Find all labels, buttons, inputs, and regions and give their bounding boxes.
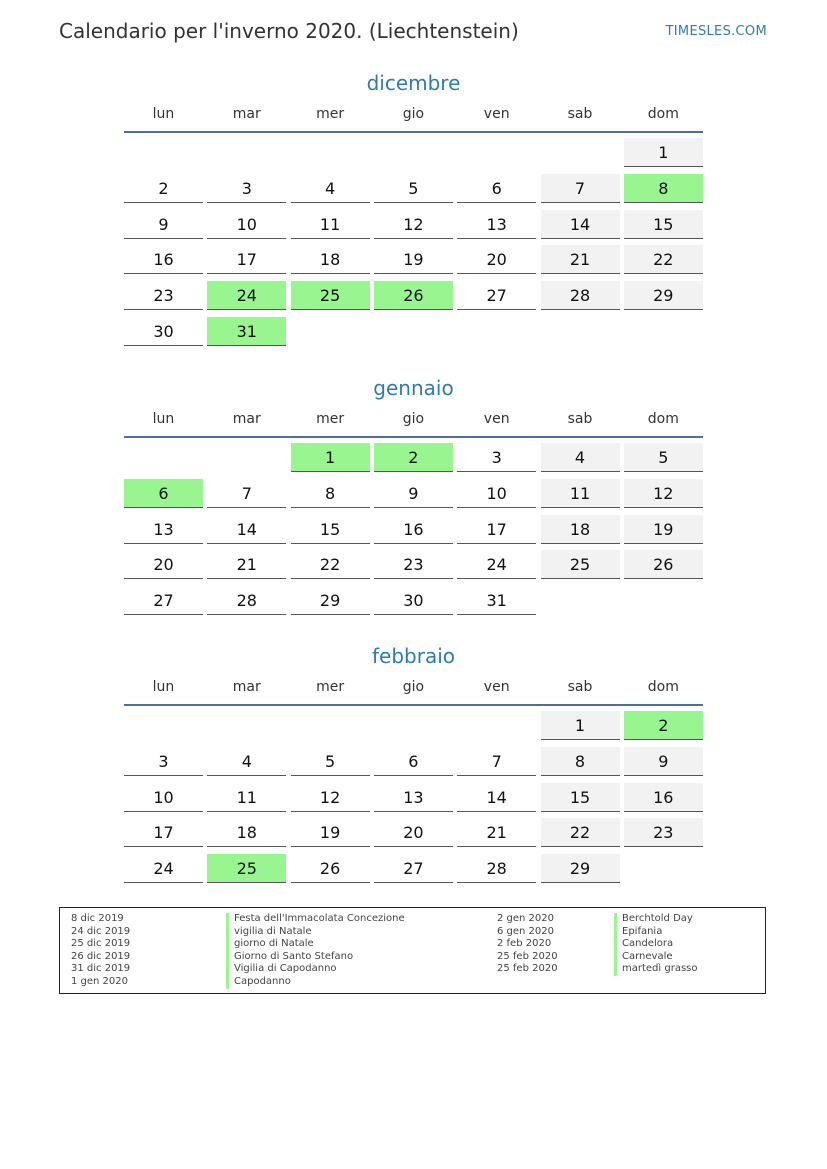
page-title: Calendario per l'inverno 2020. (Liechtenstein) [59,19,519,43]
day-cell: 31 [207,317,286,346]
weekday-label: mar [232,679,261,695]
day-cell: 20 [457,245,536,274]
day-cell: 13 [457,210,536,239]
holiday-legend [59,907,766,994]
weekday-label: gio [402,679,425,695]
weekday-label: dom [647,679,679,695]
day-cell: 17 [457,515,536,544]
day-cell: 9 [624,747,703,776]
day-cell: 8 [541,747,620,776]
day-cell: 2 [374,443,453,472]
legend-date: 25 dic 2019 [71,938,131,950]
day-cell: 4 [541,443,620,472]
weekday-label: dom [647,106,679,122]
day-cell: 1 [291,443,370,472]
day-cell: 19 [291,818,370,847]
day-cell: 15 [624,210,703,239]
weekday-label: sab [567,106,593,122]
day-cell: 21 [457,818,536,847]
day-cell: 4 [291,174,370,203]
day-cell: 10 [124,783,203,812]
weekday-label: mar [232,411,261,427]
day-cell: 19 [624,515,703,544]
day-cell: 5 [624,443,703,472]
day-cell: 13 [124,515,203,544]
day-cell: 29 [541,854,620,883]
legend-date: 6 gen 2020 [497,925,555,937]
month-title: gennaio [373,376,454,400]
day-cell: 12 [374,210,453,239]
day-cell: 31 [457,586,536,615]
weekday-header [124,411,703,438]
legend-date: 31 dic 2019 [71,963,131,975]
day-cell: 16 [124,245,203,274]
weekday-label: ven [483,411,510,427]
day-cell: 5 [291,747,370,776]
day-cell: 15 [541,783,620,812]
day-cell: 28 [207,586,286,615]
day-cell: 28 [457,854,536,883]
day-cell: 20 [374,818,453,847]
month-february [124,643,703,879]
legend-holiday-name: Epifania [614,926,697,939]
day-cell: 27 [457,281,536,310]
day-cell: 3 [457,443,536,472]
month-title: dicembre [366,71,461,95]
weekday-label: gio [402,411,425,427]
day-cell: 21 [541,245,620,274]
day-cell: 8 [624,174,703,203]
legend-date: 25 feb 2020 [497,963,558,975]
weekday-header [124,679,703,706]
day-cell: 14 [457,783,536,812]
legend-holiday-name: Giorno di Santo Stefano [226,951,405,964]
weekday-label: ven [483,106,510,122]
month-january [124,375,703,611]
day-cell: 10 [207,210,286,239]
weekday-label: gio [402,106,425,122]
day-cell: 29 [291,586,370,615]
day-cell: 15 [291,515,370,544]
weekday-label: dom [647,411,679,427]
legend-holiday-name: Capodanno [226,976,405,989]
day-cell: 7 [207,479,286,508]
day-cell: 6 [124,479,203,508]
day-cell: 16 [374,515,453,544]
day-cell: 25 [541,550,620,579]
weekday-label: sab [567,679,593,695]
brand-link[interactable]: TIMESLES.COM [665,24,767,39]
day-cell: 21 [207,550,286,579]
day-cell: 2 [624,711,703,740]
day-cell: 3 [124,747,203,776]
day-cell: 12 [291,783,370,812]
day-cell: 29 [624,281,703,310]
day-cell: 9 [374,479,453,508]
day-cell: 20 [124,550,203,579]
legend-holiday-name: Vigilia di Capodanno [226,963,405,976]
day-cell: 26 [374,281,453,310]
day-cell: 2 [124,174,203,203]
day-cell: 23 [374,550,453,579]
legend-date: 2 feb 2020 [497,938,552,950]
day-cell: 9 [124,210,203,239]
day-cell: 27 [124,586,203,615]
weekday-label: lun [152,106,175,122]
day-cell: 24 [457,550,536,579]
day-cell: 25 [207,854,286,883]
month-title: febbraio [371,644,455,668]
day-cell: 3 [207,174,286,203]
day-cell: 22 [624,245,703,274]
weekday-label: mar [232,106,261,122]
weekday-label: lun [152,411,175,427]
day-cell: 18 [291,245,370,274]
legend-holiday-name: Festa dell'Immacolata Concezione [226,913,405,926]
month-december [124,70,703,341]
day-cell: 6 [457,174,536,203]
day-cell: 12 [624,479,703,508]
day-cell: 14 [541,210,620,239]
day-cell: 10 [457,479,536,508]
weekday-label: lun [152,679,175,695]
day-cell: 28 [541,281,620,310]
legend-date: 2 gen 2020 [497,913,555,924]
day-cell: 5 [374,174,453,203]
legend-date: 8 dic 2019 [71,913,124,924]
weekday-label: ven [483,679,510,695]
day-cell: 1 [541,711,620,740]
legend-date: 25 feb 2020 [497,950,558,962]
day-cell: 19 [374,245,453,274]
day-cell: 30 [124,317,203,346]
day-cell: 1 [624,138,703,167]
weekday-label: sab [567,411,593,427]
day-cell: 24 [207,281,286,310]
day-cell: 30 [374,586,453,615]
legend-date: 24 dic 2019 [71,925,131,937]
day-cell: 8 [291,479,370,508]
day-cell: 17 [124,818,203,847]
day-cell: 11 [541,479,620,508]
day-cell: 26 [291,854,370,883]
day-cell: 6 [374,747,453,776]
legend-holiday-name: martedì grasso [614,963,697,976]
day-cell: 23 [624,818,703,847]
day-cell: 7 [457,747,536,776]
day-cell: 23 [124,281,203,310]
day-cell: 4 [207,747,286,776]
day-cell: 18 [541,515,620,544]
day-cell: 11 [207,783,286,812]
day-cell: 14 [207,515,286,544]
legend-names-right [614,913,697,976]
legend-names-left [226,913,405,989]
legend-holiday-name: Berchtold Day [614,913,697,926]
day-cell: 22 [291,550,370,579]
day-cell: 17 [207,245,286,274]
day-cell: 25 [291,281,370,310]
legend-holiday-name: vigilia di Natale [226,926,405,939]
legend-date: 1 gen 2020 [71,975,129,987]
weekday-label: mer [316,679,345,695]
day-cell: 7 [541,174,620,203]
legend-holiday-name: Carnevale [614,951,697,964]
legend-holiday-name: giorno di Natale [226,938,405,951]
day-cell: 13 [374,783,453,812]
legend-date: 26 dic 2019 [71,950,131,962]
weekday-label: mer [316,411,345,427]
day-cell: 27 [374,854,453,883]
day-cell: 24 [124,854,203,883]
day-cell: 22 [541,818,620,847]
day-cell: 18 [207,818,286,847]
day-cell: 16 [624,783,703,812]
legend-holiday-name: Candelora [614,938,697,951]
legend-dates-right [497,913,558,976]
weekday-label: mer [316,106,345,122]
day-cell: 26 [624,550,703,579]
weekday-header [124,106,703,133]
day-cell: 11 [291,210,370,239]
legend-dates-left [71,913,130,989]
